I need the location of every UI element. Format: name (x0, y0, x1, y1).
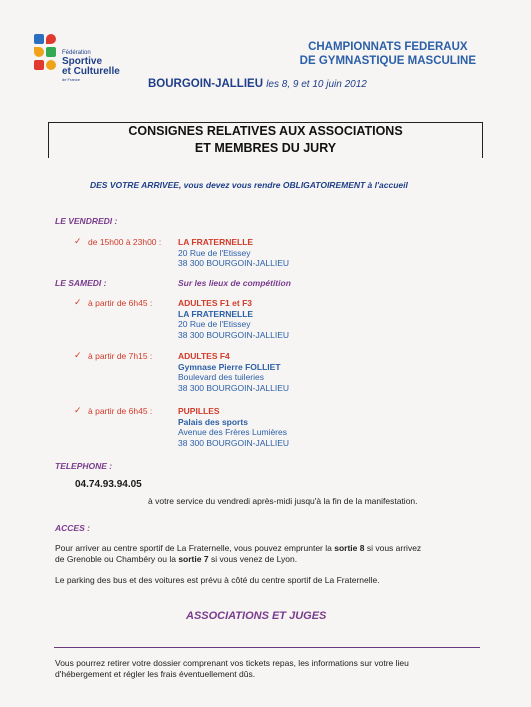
samedi-venue-2 (178, 351, 289, 393)
title-line-1: CONSIGNES RELATIVES AUX ASSOCIATIONS (128, 124, 403, 138)
acces-paragraph-2: Le parking des bus et des voitures est prévu à côté du centre sportif de La Fraternelle. (55, 575, 380, 585)
arrival-instruction: DES VOTRE ARRIVEE, vous devez vous rendre OBLIGATOIREMENT à l'accueil (90, 180, 408, 190)
acces-line-1 (55, 543, 421, 554)
check-icon: ✓ (74, 236, 82, 246)
logo-small-2: de France (62, 77, 81, 82)
logo-small-1: Fédération (62, 50, 91, 56)
associations-line-1: Vous pourrez retirer votre dossier comprenant vos tickets repas, les informations sur votre lieu (55, 658, 409, 668)
vendredi-address (178, 237, 289, 269)
telephone-number: 04.74.93.94.05 (75, 479, 142, 490)
title-box (48, 122, 483, 158)
samedi-addr1-3: Avenue des Frères Lumières (178, 427, 287, 437)
exit-7: sortie 7 (178, 554, 209, 564)
event-date-range: les 8, 9 et 10 juin 2012 (266, 79, 367, 90)
samedi-addr2-1: 38 300 BOURGOIN-JALLIEU (178, 329, 290, 340)
vendredi-place: LA FRATERNELLE (178, 237, 254, 247)
logo-square-blue (34, 34, 44, 44)
check-icon: ✓ (74, 405, 82, 415)
samedi-place-2: Gymnase Pierre FOLLIET (178, 361, 281, 372)
samedi-label: LE SAMEDI : (55, 278, 107, 288)
samedi-venue-1 (178, 298, 289, 340)
ffsc-logo (34, 34, 58, 74)
associations-heading: ASSOCIATIONS ET JUGES (186, 610, 327, 622)
championship-line-1: CHAMPIONNATS FEDERAUX (308, 41, 468, 53)
samedi-category-1: ADULTES F1 et F3 (178, 298, 252, 308)
championship-title (300, 40, 476, 68)
vendredi-addr1: 20 Rue de l'Etissey (178, 247, 251, 258)
telephone-note: à votre service du vendredi après-midi jusqu'à la fin de la manifestation. (148, 496, 418, 506)
logo-big-2: et Culturelle (62, 66, 120, 77)
event-dates (148, 78, 367, 90)
logo-big-1: Sportive (62, 56, 103, 67)
vendredi-time: de 15h00 à 23h00 : (88, 237, 162, 247)
acces-line-2 (55, 554, 421, 565)
samedi-addr2-3: 38 300 BOURGOIN-JALLIEU (178, 437, 290, 448)
logo-square-green (46, 47, 56, 57)
acces-text: si vous arrivez (364, 543, 422, 553)
title-text (49, 123, 482, 157)
logo-square-orange-2 (46, 60, 56, 70)
logo-square-red (46, 34, 56, 44)
acces-text: Pour arriver au centre sportif de La Fraternelle, vous pouvez emprunter la (55, 543, 335, 553)
associations-paragraph (55, 658, 409, 680)
samedi-place-3: Palais des sports (178, 416, 248, 427)
section-divider (54, 647, 480, 648)
associations-line-2: d'hébergement et régler les frais éventuellement dûs. (55, 669, 256, 679)
vendredi-addr2: 38 300 BOURGOIN-JALLIEU (178, 258, 290, 268)
acces-paragraph-1 (55, 543, 421, 565)
samedi-addr2-2: 38 300 BOURGOIN-JALLIEU (178, 382, 290, 393)
acces-text: si vous venez de Lyon. (208, 554, 298, 564)
logo-text (62, 49, 120, 82)
samedi-time-2: à partir de 7h15 : (88, 351, 153, 361)
samedi-time-1: à partir de 6h45 : (88, 298, 153, 308)
telephone-label: TELEPHONE : (55, 461, 113, 471)
samedi-note: Sur les lieux de compétition (178, 278, 291, 288)
championship-line-2: DE GYMNASTIQUE MASCULINE (299, 55, 476, 67)
samedi-venue-3 (178, 406, 289, 448)
samedi-category-2: ADULTES F4 (178, 351, 230, 361)
acces-label: ACCES : (55, 523, 90, 533)
vendredi-label: LE VENDREDI : (55, 216, 118, 226)
check-icon: ✓ (74, 350, 82, 360)
logo-square-orange (34, 47, 44, 57)
exit-8: sortie 8 (334, 543, 365, 553)
acces-text: de Grenoble ou Chambéry ou la (55, 554, 179, 564)
samedi-place-1: LA FRATERNELLE (178, 308, 254, 319)
samedi-category-3: PUPILLES (178, 406, 220, 416)
check-icon: ✓ (74, 297, 82, 307)
samedi-time-3: à partir de 6h45 : (88, 406, 153, 416)
title-line-2: ET MEMBRES DU JURY (194, 141, 337, 155)
event-city: BOURGOIN-JALLIEU (148, 78, 263, 90)
samedi-addr1-2: Boulevard des tuileries (178, 372, 264, 382)
samedi-addr1-1: 20 Rue de l'Etissey (178, 319, 251, 329)
logo-square-red-2 (34, 60, 44, 70)
